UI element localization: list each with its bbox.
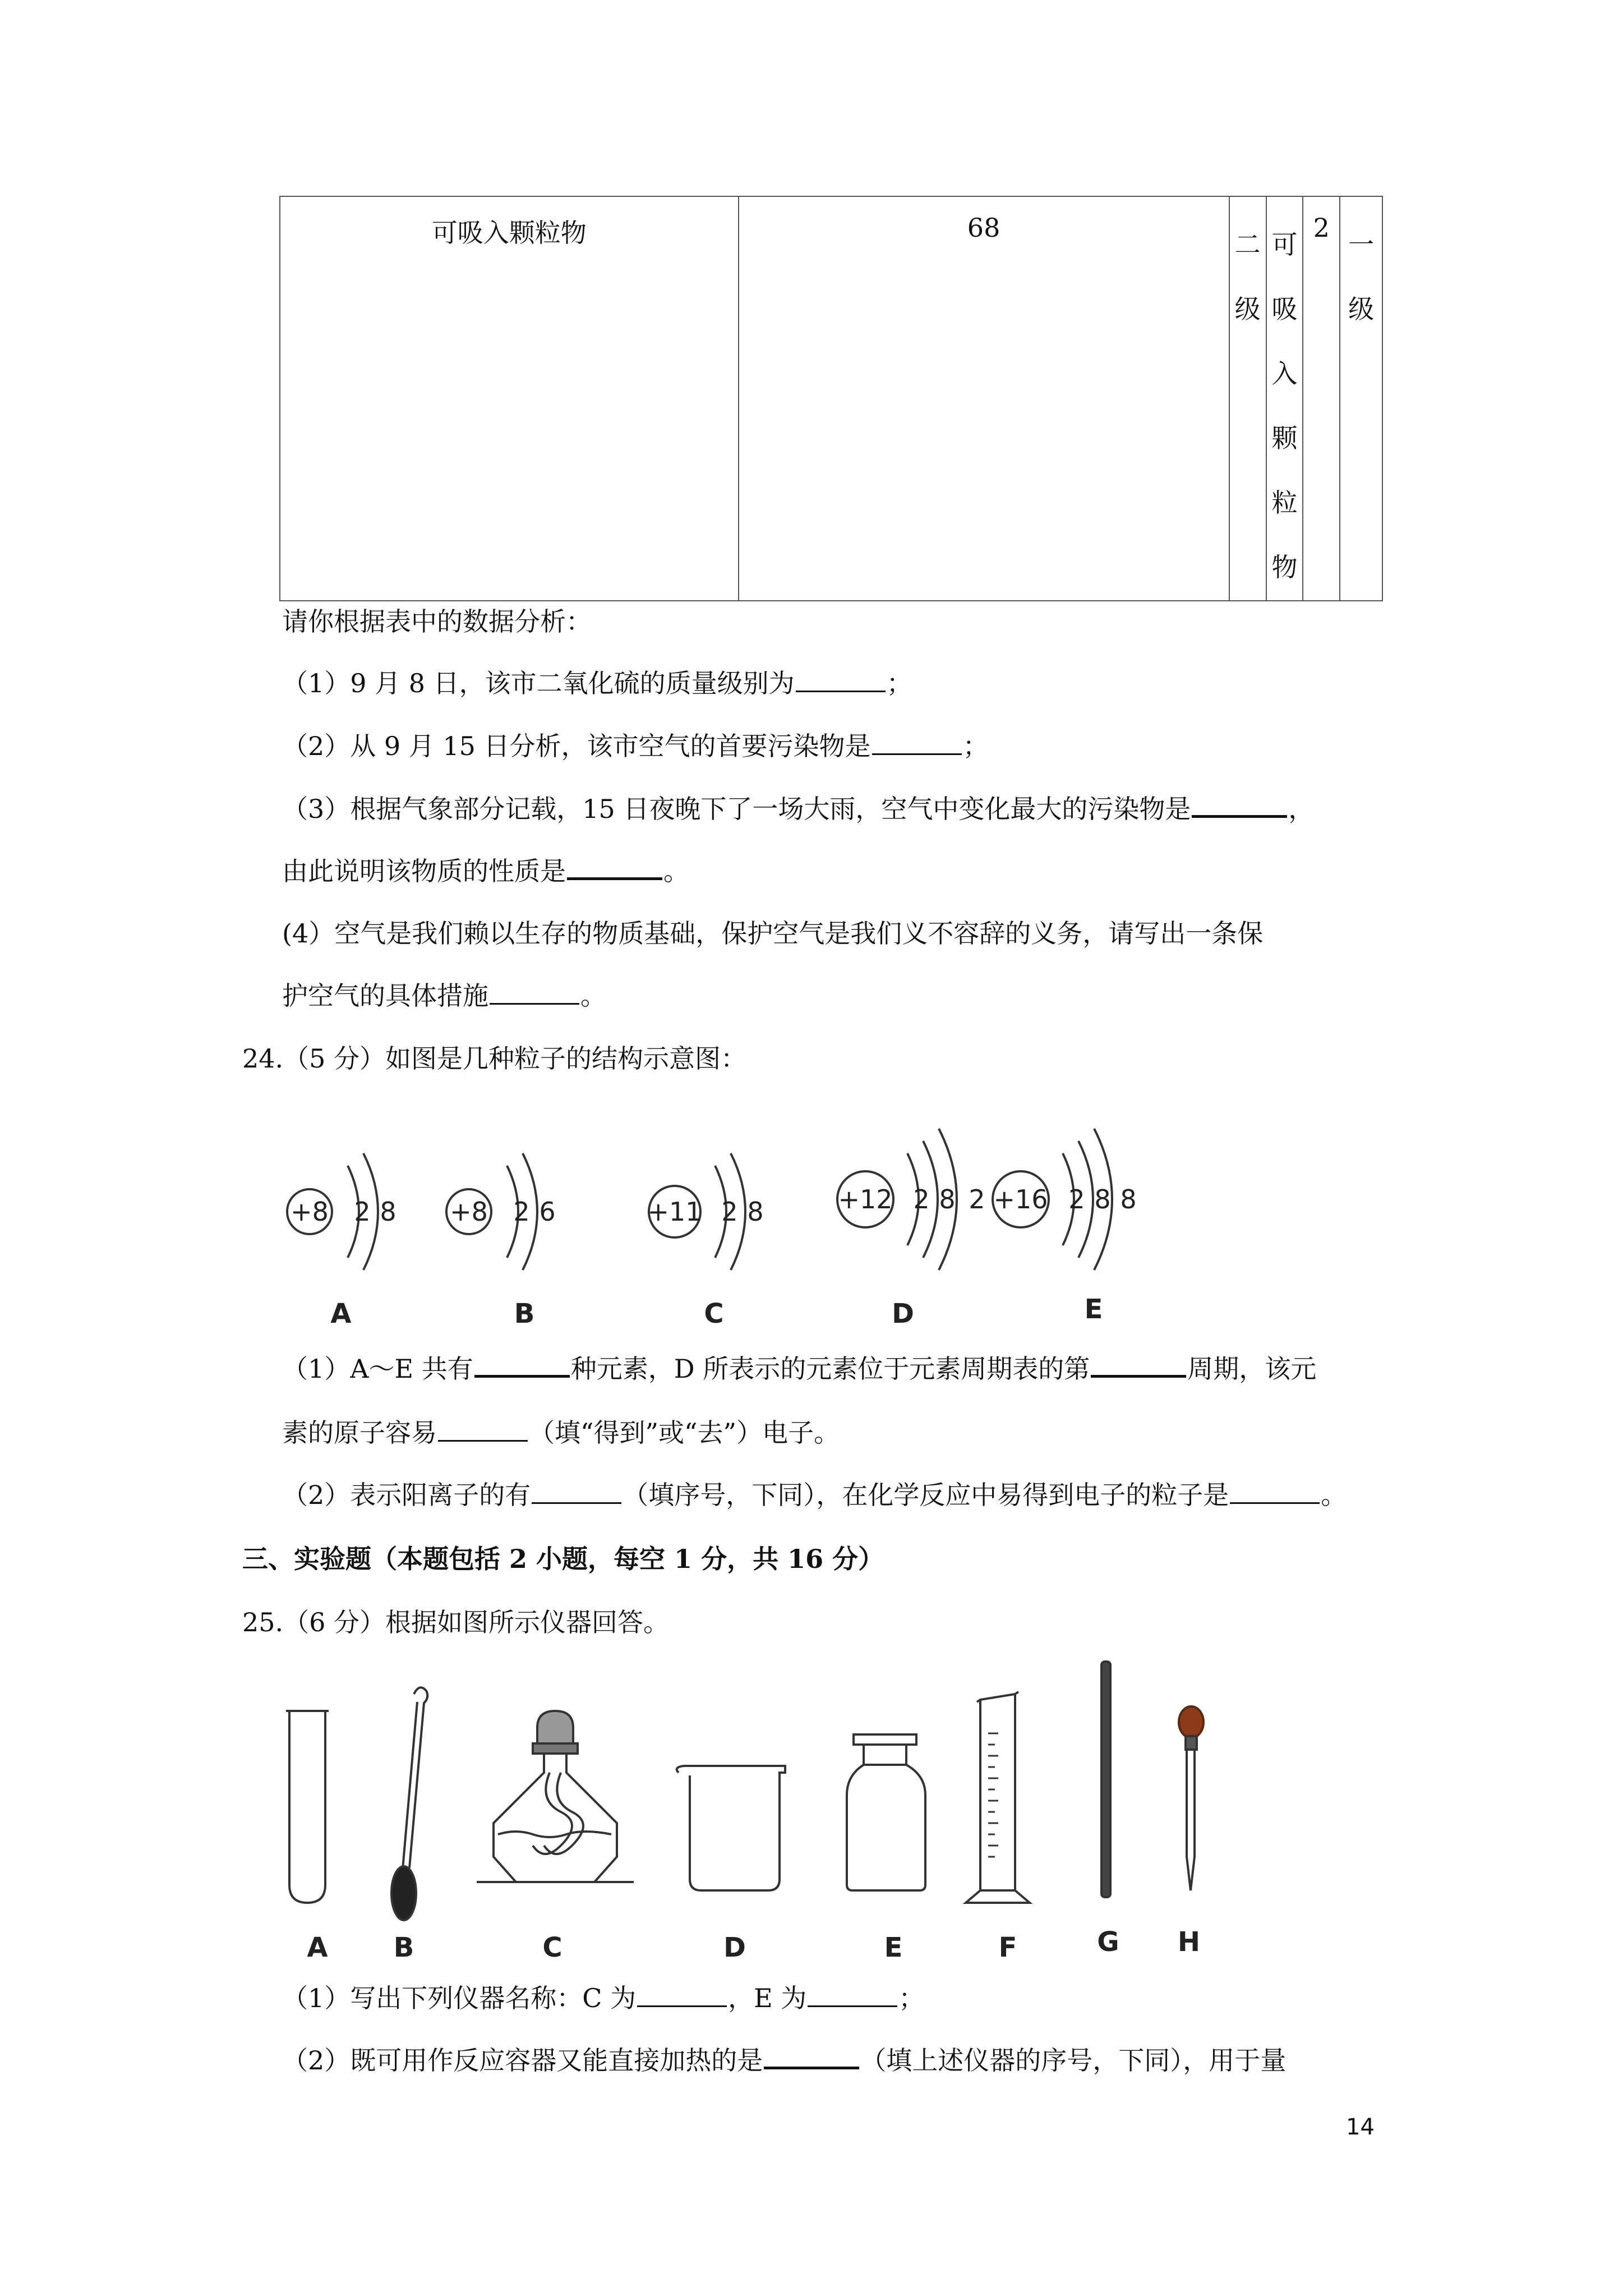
atom-structure-diagrams: [269, 1099, 1166, 1341]
q24-part1-end: 周期，该元: [1187, 1354, 1317, 1384]
q23-part3b: [282, 854, 689, 888]
answer-blank[interactable]: [796, 668, 886, 692]
q23-part2: [282, 729, 989, 763]
alcohol-lamp-icon: [477, 1711, 634, 1882]
q23-part1-text: （1）9 月 8 日，该市二氧化硫的质量级别为: [282, 668, 795, 698]
air-quality-table: [279, 196, 1383, 601]
test-tube-icon: [286, 1711, 329, 1903]
instrument-label-c: C: [542, 1932, 562, 1963]
q25-part1-end: ；: [898, 1983, 925, 2013]
instrument-label-h: H: [1177, 1926, 1201, 1958]
q24-part1-text: （1）A～E 共有: [282, 1354, 473, 1384]
q24-title: 24.（5 分）如图是几种粒子的结构示意图：: [242, 1043, 747, 1074]
reagent-bottle-icon: [847, 1734, 925, 1890]
q23-part4: (4）空气是我们赖以生存的物质基础，保护空气是我们义不容辞的义务，请写出一条保: [282, 918, 1264, 949]
page-number: 14: [1346, 2114, 1375, 2140]
number-value: 2: [1313, 213, 1330, 243]
nucleus-e: +16: [993, 1184, 1048, 1214]
q23-part2-end: ；: [962, 731, 989, 761]
pollutant-value: 68: [967, 213, 1000, 243]
level-char: 级: [1234, 294, 1261, 324]
instrument-label-d: D: [723, 1932, 746, 1963]
particle-label-d: D: [892, 1298, 914, 1329]
shell-e-1: 2: [1068, 1184, 1085, 1214]
shell-a-2: 8: [380, 1197, 396, 1227]
q23-part4b-end: 。: [580, 981, 606, 1011]
q23-part4b-text: 护空气的具体措施: [282, 981, 488, 1011]
nucleus-b: +8: [450, 1197, 488, 1227]
answer-blank[interactable]: [1192, 793, 1287, 818]
q23-part4b: [282, 979, 606, 1013]
instrument-label-g: G: [1097, 1926, 1119, 1958]
table-row: [280, 196, 1382, 601]
beaker-icon: [677, 1766, 785, 1890]
instrument-label-b: B: [393, 1932, 414, 1963]
answer-blank[interactable]: [532, 1480, 621, 1504]
shell-a-1: 2: [354, 1197, 371, 1227]
pollutant-char: 可: [1271, 229, 1298, 260]
shell-b-1: 2: [513, 1197, 530, 1227]
answer-blank[interactable]: [637, 1983, 727, 2007]
q23-part3-end: ，: [1288, 794, 1315, 824]
q24-part1b-end: （填“得到”或“去”）电子。: [529, 1418, 840, 1448]
q24-part2-mid: （填序号，下同），在化学反应中易得到电子的粒子是: [623, 1480, 1229, 1510]
q24-part2-end: 。: [1321, 1480, 1347, 1510]
answer-blank[interactable]: [808, 1983, 897, 2007]
section-heading: 三、实验题（本题包括 2 小题，每空 1 分，共 16 分）: [242, 1544, 884, 1574]
pollutant-cell: [280, 196, 739, 601]
q23-part3b-text: 由此说明该物质的性质是: [282, 856, 566, 886]
q23-part3-text: （3）根据气象部分记载，15 日夜晚下了一场大雨，空气中变化最大的污染物是: [282, 794, 1191, 824]
lab-instruments-figure: [269, 1655, 1279, 1969]
q25-part2-end: （填上述仪器的序号，下同），用于量: [860, 2045, 1287, 2076]
number-cell: [1303, 196, 1340, 601]
shell-d-3: 2: [969, 1184, 985, 1214]
pollutant-char: 吸: [1271, 294, 1298, 324]
instrument-label-a: A: [307, 1932, 328, 1963]
pollutant-char: 物: [1271, 552, 1298, 582]
shell-b-2: 6: [539, 1197, 556, 1227]
answer-blank[interactable]: [474, 1352, 570, 1378]
answer-blank[interactable]: [438, 1418, 528, 1442]
answer-blank[interactable]: [872, 731, 962, 755]
shell-d-1: 2: [913, 1184, 930, 1214]
particle-label-a: A: [330, 1298, 352, 1329]
pollutant-name: 可吸入颗粒物: [431, 218, 587, 248]
shell-c-2: 8: [747, 1197, 764, 1227]
nucleus-a: +8: [291, 1197, 329, 1227]
q24-part2: [282, 1478, 1347, 1512]
grade-char: 一: [1348, 229, 1375, 260]
q24-part2-text: （2）表示阳离子的有: [282, 1480, 531, 1510]
q25-part2-text: （2）既可用作反应容器又能直接加热的是: [282, 2045, 763, 2076]
q24-part1: [282, 1352, 1316, 1386]
value-cell: [739, 196, 1229, 601]
answer-blank[interactable]: [490, 981, 579, 1005]
q25-part1: [282, 1981, 924, 2015]
glass-rod-icon: [1101, 1662, 1110, 1897]
shell-c-1: 2: [721, 1197, 738, 1227]
grade-char: 级: [1348, 294, 1375, 324]
q25-title: 25.（6 分）根据如图所示仪器回答。: [242, 1607, 670, 1637]
q23-intro: 请你根据表中的数据分析：: [282, 606, 592, 637]
pollutant-char: 粒: [1271, 487, 1298, 518]
q25-part1-text: （1）写出下列仪器名称：C 为: [282, 1983, 637, 2013]
shell-e-3: 8: [1120, 1184, 1137, 1214]
q24-part1b-text: 素的原子容易: [282, 1418, 437, 1448]
shell-e-2: 8: [1094, 1184, 1111, 1214]
answer-blank[interactable]: [764, 2044, 859, 2069]
q23-part1: [282, 666, 912, 700]
q23-part3b-end: 。: [663, 856, 689, 886]
combustion-spoon-icon: [391, 1687, 427, 1920]
q23-part2-text: （2）从 9 月 15 日分析，该市空气的首要污染物是: [282, 731, 871, 761]
level-char: 二: [1234, 229, 1261, 260]
q25-part1-mid: ，E 为: [728, 1983, 807, 2013]
nucleus-d: +12: [838, 1184, 893, 1214]
q25-part2: [282, 2044, 1286, 2077]
level-cell: [1229, 196, 1266, 601]
grade-cell: [1340, 196, 1382, 601]
answer-blank[interactable]: [567, 855, 662, 880]
primary-pollutant-cell: [1266, 196, 1303, 601]
q23-part1-end: ；: [886, 668, 912, 698]
dropper-icon: [1179, 1706, 1204, 1890]
particle-label-b: B: [514, 1298, 535, 1329]
particle-label-c: C: [704, 1298, 724, 1329]
particle-label-e: E: [1084, 1294, 1103, 1325]
answer-blank[interactable]: [1230, 1480, 1320, 1504]
q24-part1-mid: 种元素，D 所表示的元素位于元素周期表的第: [570, 1354, 1090, 1384]
q23-part3: [282, 792, 1314, 826]
pollutant-char: 入: [1271, 358, 1298, 389]
instrument-label-f: F: [998, 1932, 1017, 1963]
nucleus-c: +11: [647, 1197, 702, 1227]
pollutant-char: 颗: [1271, 423, 1298, 453]
answer-blank[interactable]: [1091, 1352, 1186, 1378]
q24-part1b: [282, 1416, 840, 1450]
instrument-label-e: E: [884, 1932, 903, 1963]
shell-d-2: 8: [939, 1184, 956, 1214]
graduated-cylinder-icon: [966, 1692, 1030, 1903]
